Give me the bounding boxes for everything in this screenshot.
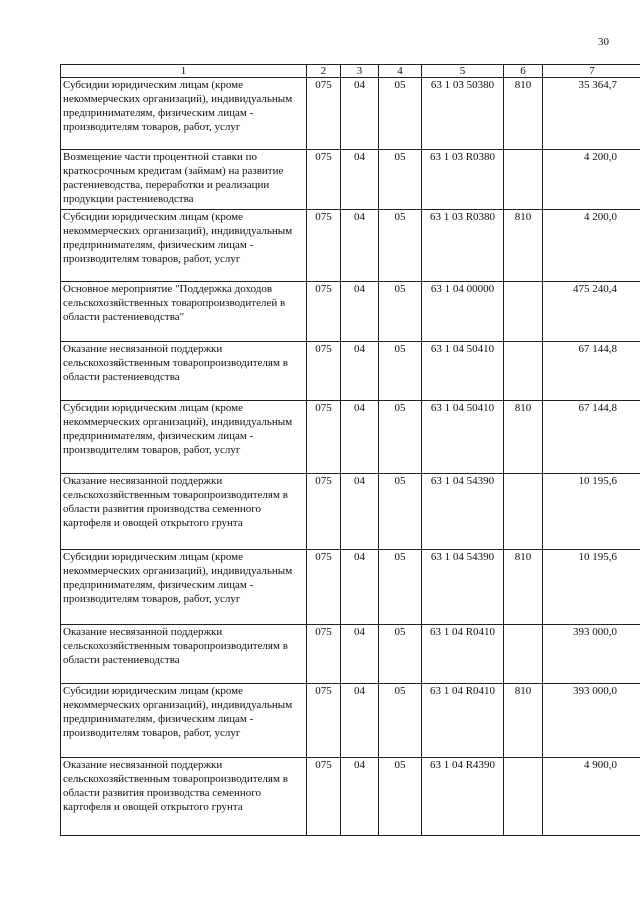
row-amount: 67 144,8 [543,401,640,474]
row-amount: 10 195,6 [543,474,640,550]
table-header-row [61,65,640,78]
row-name: Оказание несвязанной поддержки сельскохозяйственным товаропроизводителям в области развития производства семенного картофеля и овощей открытого грунта [61,758,307,836]
row-code-6: 810 [504,210,543,282]
row-name: Оказание несвязанной поддержки сельскохозяйственным товаропроизводителям в области развития производства семенного картофеля и овощей открытого грунта [61,474,307,550]
row-code-3: 04 [341,150,379,210]
row-code-6 [504,282,543,342]
row-code-2: 075 [307,758,341,836]
row-name: Субсидии юридическим лицам (кроме некоммерческих организаций), индивидуальным предпринимателям, физическим лицам - производителям товаров, работ, услуг [61,78,307,150]
row-code-2: 075 [307,401,341,474]
row-code-3: 04 [341,684,379,758]
row-code-2: 075 [307,684,341,758]
row-amount: 10 195,6 [543,550,640,625]
row-amount: 475 240,4 [543,282,640,342]
row-code-3: 04 [341,282,379,342]
row-code-3: 04 [341,550,379,625]
row-name: Оказание несвязанной поддержки сельскохозяйственным товаропроизводителям в области растениеводства [61,625,307,684]
row-code-6 [504,150,543,210]
table-row [61,625,640,684]
row-code-5: 63 1 03 R0380 [422,150,504,210]
row-code-2: 075 [307,550,341,625]
header-col-2: 2 [307,65,341,78]
row-name: Оказание несвязанной поддержки сельскохозяйственным товаропроизводителям в области растениеводства [61,342,307,401]
row-code-4: 05 [379,758,422,836]
budget-table [60,64,640,836]
row-code-5: 63 1 04 50410 [422,401,504,474]
row-code-3: 04 [341,210,379,282]
row-code-3: 04 [341,401,379,474]
row-code-6: 810 [504,684,543,758]
table-row [61,282,640,342]
row-code-2: 075 [307,210,341,282]
table-row [61,150,640,210]
row-code-4: 05 [379,282,422,342]
row-code-5: 63 1 04 54390 [422,550,504,625]
header-col-6: 6 [504,65,543,78]
row-code-4: 05 [379,550,422,625]
row-name: Субсидии юридическим лицам (кроме некоммерческих организаций), индивидуальным предпринимателям, физическим лицам - производителям товаров, работ, услуг [61,684,307,758]
row-code-4: 05 [379,78,422,150]
row-code-6 [504,625,543,684]
row-name: Основное мероприятие "Поддержка доходов сельскохозяйственных товаропроизводителей в области растениеводства" [61,282,307,342]
table-row [61,474,640,550]
table-row [61,210,640,282]
row-code-5: 63 1 03 50380 [422,78,504,150]
row-amount: 4 900,0 [543,758,640,836]
row-code-2: 075 [307,282,341,342]
row-amount: 67 144,8 [543,342,640,401]
row-code-2: 075 [307,342,341,401]
header-col-5: 5 [422,65,504,78]
header-col-7: 7 [543,65,640,78]
row-code-3: 04 [341,625,379,684]
table-row [61,342,640,401]
table-row [61,550,640,625]
row-code-6: 810 [504,78,543,150]
row-code-5: 63 1 04 R0410 [422,625,504,684]
row-code-2: 075 [307,474,341,550]
row-name: Возмещение части процентной ставки по краткосрочным кредитам (займам) на развитие растениеводства, переработки и реализации продукции растениеводства [61,150,307,210]
row-code-3: 04 [341,78,379,150]
row-code-5: 63 1 04 00000 [422,282,504,342]
row-code-6: 810 [504,550,543,625]
row-name: Субсидии юридическим лицам (кроме некоммерческих организаций), индивидуальным предпринимателям, физическим лицам - производителям товаров, работ, услуг [61,401,307,474]
row-code-3: 04 [341,342,379,401]
row-code-4: 05 [379,684,422,758]
row-code-3: 04 [341,474,379,550]
row-code-6 [504,758,543,836]
row-code-2: 075 [307,625,341,684]
page-number: 30 [598,36,609,48]
header-col-4: 4 [379,65,422,78]
row-code-6: 810 [504,401,543,474]
row-amount: 35 364,7 [543,78,640,150]
table-row [61,758,640,836]
table-row [61,684,640,758]
row-code-6 [504,474,543,550]
row-code-5: 63 1 04 R0410 [422,684,504,758]
row-code-6 [504,342,543,401]
row-amount: 393 000,0 [543,625,640,684]
row-code-4: 05 [379,210,422,282]
row-code-5: 63 1 04 50410 [422,342,504,401]
table-row [61,401,640,474]
row-code-4: 05 [379,342,422,401]
row-name: Субсидии юридическим лицам (кроме некоммерческих организаций), индивидуальным предпринимателям, физическим лицам - производителям товаров, работ, услуг [61,210,307,282]
row-code-2: 075 [307,78,341,150]
row-code-5: 63 1 04 R4390 [422,758,504,836]
header-col-3: 3 [341,65,379,78]
header-col-1: 1 [61,65,307,78]
row-code-5: 63 1 04 54390 [422,474,504,550]
row-code-3: 04 [341,758,379,836]
row-code-4: 05 [379,474,422,550]
table-row [61,78,640,150]
row-code-2: 075 [307,150,341,210]
row-amount: 393 000,0 [543,684,640,758]
row-code-4: 05 [379,625,422,684]
row-amount: 4 200,0 [543,150,640,210]
row-amount: 4 200,0 [543,210,640,282]
row-code-4: 05 [379,150,422,210]
row-code-5: 63 1 03 R0380 [422,210,504,282]
row-code-4: 05 [379,401,422,474]
row-name: Субсидии юридическим лицам (кроме некоммерческих организаций), индивидуальным предпринимателям, физическим лицам - производителям товаров, работ, услуг [61,550,307,625]
